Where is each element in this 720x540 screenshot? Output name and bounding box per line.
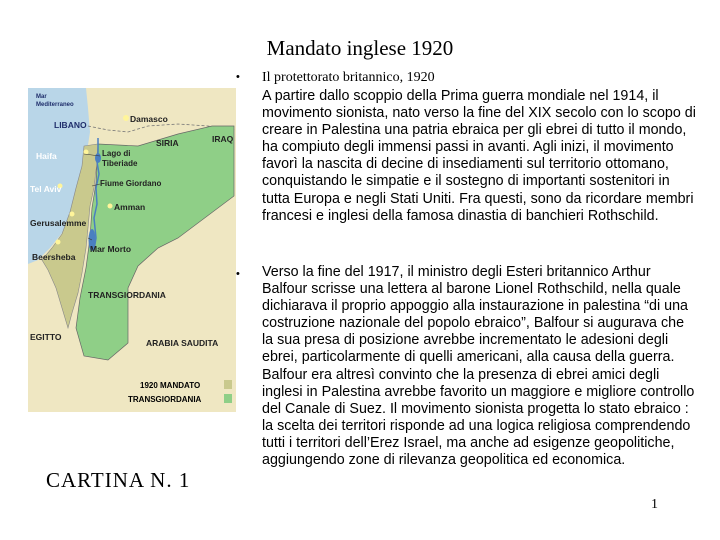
legend-label-transjordan: TRANSGIORDANIA [128, 395, 202, 404]
label-tel-aviv: Tel Aviv [30, 184, 62, 194]
label-lago-2: Tiberiade [102, 159, 138, 168]
subtitle: Il protettorato britannico, 1920 [262, 70, 435, 85]
label-fiume: Fiume Giordano [100, 179, 162, 188]
legend-transjordan-swatch [224, 394, 232, 403]
label-damasco: Damasco [130, 114, 168, 124]
paragraph-2: Verso la fine del 1917, il ministro degli Esteri britannico Arthur Balfour scrisse una lettera al barone Lionel Rothschild, nella quale dichiarava il proprio appoggio alla instaurazione in palestina “di una costruzione nazionale del popolo ebraico”, Balfour si augurava che la sua presa di posizione avrebbe incrementato le adesioni degli ebrei, particolarmente di quelli americani, alla causa della guerra. Balfour era altresì convinto che la presenza di ebrei amici degli inglesi in Palestina avrebbe favorito un maggiore e migliore controllo del Canale di Suez. Il movimento sionista progetta lo stato ebraico : la scelta dei territori risponde ad una logica religiosa comprendendo tutti i territori dell’Erez Israel, ma anche ad esigenze geopolitiche, aggiungendo zone di rilevanza geopolitica ed economica. [262, 264, 695, 469]
sea-label-2: Mediterraneo [36, 102, 74, 108]
label-haifa: Haifa [36, 151, 57, 161]
paragraph-1: A partire dallo scoppio della Prima guerra mondiale nel 1914, il movimento sionista, nato verso la fine del XIX secolo con lo scopo di creare in Palestina una patria ebraica per gli ebrei di tutto il mondo, ha compiuto degli immensi passi in avanti. Agli inizi, il movimento favorì la nascita di decine di insediamenti sul territorio ottomano, conquistando le simpatie e il sostegno di importanti sostenitori in tutta Europa e negli Stati Uniti. Fra questi, sono da ricordare membri francesi e inglesi della famosa dinastia di banchieri Rothschild. [262, 88, 696, 224]
bullet-2: • [236, 268, 240, 280]
label-mar-morto: Mar Morto [90, 244, 132, 254]
label-gerusalemme: Gerusalemme [30, 218, 87, 228]
label-lago-1: Lago di [102, 149, 131, 158]
label-egitto: EGITTO [30, 332, 62, 342]
label-libano: LIBANO [54, 120, 87, 130]
amman-dot [108, 204, 113, 209]
label-transgiordania: TRANSGIORDANIA [88, 290, 166, 300]
beersheba-dot [56, 240, 61, 245]
label-arabia: ARABIA SAUDITA [146, 338, 219, 348]
sea-label-1: Mar [36, 94, 47, 100]
lake-tiberias [95, 153, 101, 163]
damascus-dot [123, 115, 129, 121]
slide-title: Mandato inglese 1920 [266, 36, 454, 60]
bullet-1: • [236, 71, 240, 83]
label-beersheba: Beersheba [32, 252, 76, 262]
jerusalem-dot [70, 212, 75, 217]
legend-label-mandate: 1920 MANDATO [140, 381, 201, 390]
label-siria: SIRIA [156, 138, 179, 148]
label-amman: Amman [114, 202, 146, 212]
label-iraq: IRAQ [212, 134, 234, 144]
map-graphic [28, 88, 236, 412]
legend-mandate-swatch [224, 380, 232, 389]
page-number: 1 [651, 497, 658, 512]
map-caption: CARTINA N. 1 [46, 468, 191, 492]
mandate-map [28, 88, 236, 412]
